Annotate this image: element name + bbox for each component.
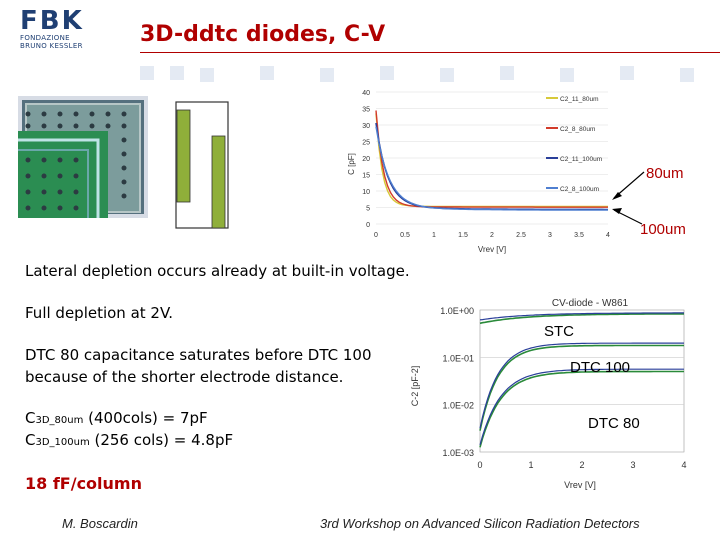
bottom-series-line <box>480 369 684 445</box>
label-dtc100: DTC 100 <box>570 359 631 376</box>
electrode-layout-image <box>18 96 148 218</box>
top-xtick-label: 1 <box>432 232 436 239</box>
bottom-ytick-label: 1.0E-01 <box>442 353 474 364</box>
bottom-title: CV-diode - W861 <box>551 298 629 309</box>
text-ff-per-column: 18 fF/column <box>25 474 142 493</box>
footer-conference: 3rd Workshop on Advanced Silicon Radiation Detectors <box>320 516 640 531</box>
label-80um: 80um <box>646 165 684 182</box>
top-xtick-label: 4 <box>606 232 610 239</box>
top-ylabel: C [pF] <box>347 153 356 175</box>
text-lateral-depletion: Lateral depletion occurs already at built-in voltage. <box>25 262 410 280</box>
cv-chart-top <box>340 84 630 256</box>
bottom-xlabel: Vrev [V] <box>564 480 596 490</box>
top-ytick-label: 20 <box>362 156 370 163</box>
electrode-cross-section <box>174 100 234 232</box>
top-legend-label: C2_11_80um <box>560 96 599 103</box>
bottom-ytick-label: 1.0E-03 <box>442 448 474 458</box>
bottom-xtick-label: 1 <box>528 460 534 470</box>
top-series-line <box>376 127 608 210</box>
bottom-xtick-label: 3 <box>630 460 636 470</box>
bottom-ylabel: C-2 [pF-2] <box>410 365 420 407</box>
fbk-logo <box>20 8 130 60</box>
logo-line2: BRUNO KESSLER <box>20 42 83 50</box>
top-ytick-label: 5 <box>366 205 370 213</box>
top-xtick-label: 1.5 <box>458 232 468 239</box>
bottom-ytick-label: 1.0E+00 <box>440 306 474 316</box>
top-xtick-label: 0 <box>374 232 378 239</box>
label-stc: STC <box>544 323 574 340</box>
top-ytick-label: 35 <box>362 106 370 114</box>
footer-author: M. Boscardin <box>62 516 138 531</box>
page-title: 3D-ddtc diodes, C-V <box>140 22 386 47</box>
top-legend-label: C2_8_100um <box>560 186 600 193</box>
top-legend-label: C2_11_100um <box>560 156 603 163</box>
bottom-chart-grid <box>480 310 684 452</box>
capacitance-100um <box>25 431 233 449</box>
top-chart-ticks <box>362 90 610 239</box>
c80-symbol: C <box>25 409 36 427</box>
top-xtick-label: 0.5 <box>400 232 410 239</box>
logo-line1: FONDAZIONE <box>20 34 70 42</box>
bottom-plot-frame <box>480 310 684 452</box>
top-ytick-label: 30 <box>362 123 370 130</box>
top-xtick-label: 3 <box>548 232 552 239</box>
top-ytick-label: 0 <box>366 222 370 229</box>
c80-subscript: 3D_80um <box>35 415 84 426</box>
top-chart-legend <box>546 96 602 193</box>
top-series-line <box>376 123 608 210</box>
bottom-xtick-label: 2 <box>579 460 585 470</box>
c80-value: (400cols) = 7pF <box>83 409 208 427</box>
c100-subscript: 3D_100um <box>35 437 90 448</box>
top-legend-label: C2_8_80um <box>560 126 596 133</box>
top-ytick-label: 10 <box>362 189 370 196</box>
top-xtick-label: 3.5 <box>574 232 584 239</box>
c100-symbol: C <box>25 431 36 449</box>
annotation-arrows <box>600 160 720 240</box>
bottom-xtick-label: 0 <box>477 460 483 470</box>
label-100um: 100um <box>640 221 686 238</box>
c100-value: (256 cols) = 4.8pF <box>89 431 234 449</box>
label-dtc80: DTC 80 <box>588 415 640 432</box>
capacitance-80um <box>25 409 208 427</box>
header-divider <box>140 52 720 53</box>
top-xtick-label: 2 <box>490 232 494 239</box>
bottom-chart-curves <box>480 313 684 447</box>
text-full-depletion: Full depletion at 2V. <box>25 304 174 322</box>
top-ytick-label: 15 <box>362 172 370 180</box>
text-dtc-saturates-1: DTC 80 capacitance saturates before DTC 100 <box>25 346 372 364</box>
bottom-series-line <box>480 372 684 448</box>
bottom-ytick-label: 1.0E-02 <box>442 400 474 411</box>
cv-chart-bottom <box>406 296 706 492</box>
top-ytick-label: 40 <box>362 90 370 97</box>
bottom-xtick-label: 4 <box>681 460 687 470</box>
decorative-strip <box>0 66 720 84</box>
top-xtick-label: 2.5 <box>516 232 526 239</box>
top-xlabel: Vrev [V] <box>477 245 507 254</box>
text-dtc-saturates-2: because of the shorter electrode distance. <box>25 368 344 386</box>
top-ytick-label: 25 <box>362 139 370 147</box>
logo-mark: FBK <box>20 6 84 36</box>
bottom-series-line <box>480 314 684 323</box>
